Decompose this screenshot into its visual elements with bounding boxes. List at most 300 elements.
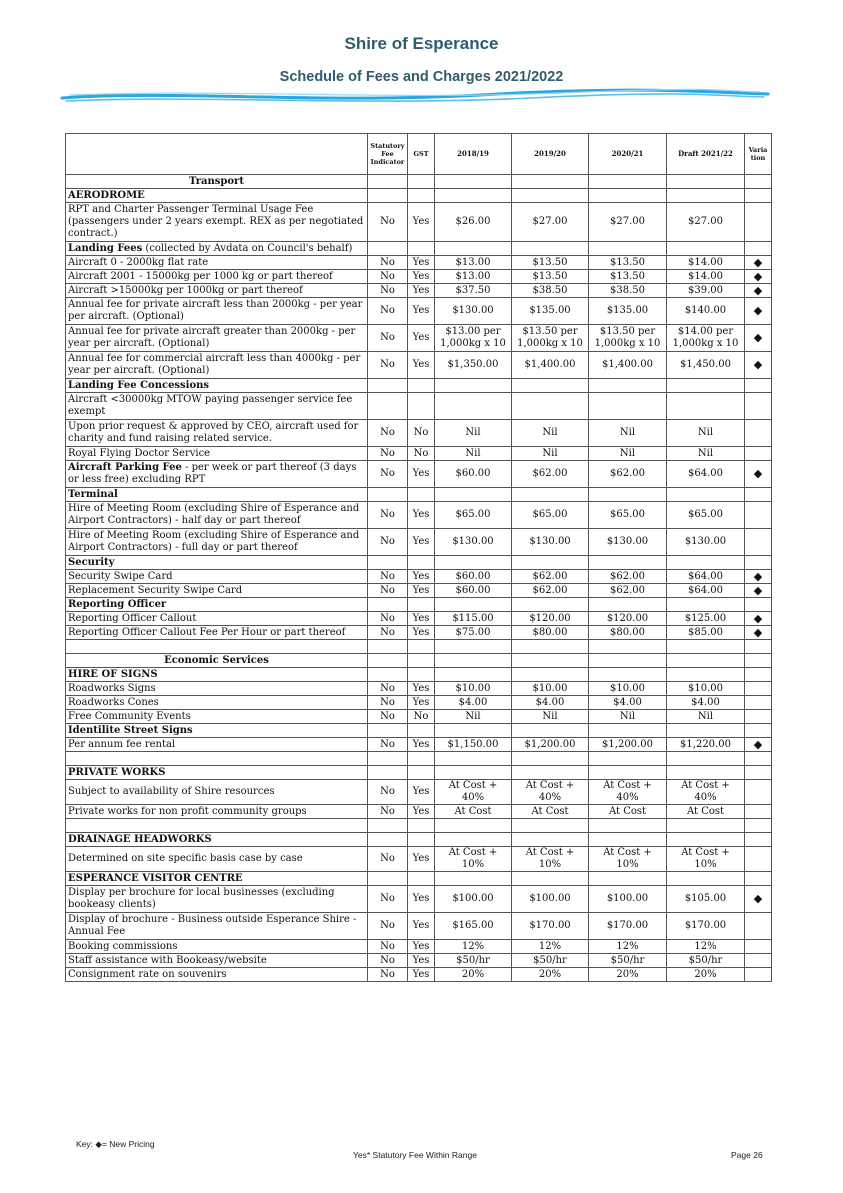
- cell-draft-2021-22: $64.00: [667, 570, 745, 584]
- cell-2018-19: Nil: [435, 420, 512, 447]
- empty-cell: [512, 654, 589, 668]
- cell-statutory: No: [368, 886, 408, 913]
- cell-description: Aircraft 2001 - 15000kg per 1000 kg or part thereof: [66, 270, 368, 284]
- cell-2019-20: At Cost + 10%: [512, 847, 589, 872]
- empty-cell: [589, 819, 667, 833]
- empty-cell: [435, 819, 512, 833]
- empty-cell: [745, 668, 772, 682]
- empty-cell: [435, 175, 512, 189]
- cell-gst: Yes: [408, 612, 435, 626]
- empty-cell: [512, 872, 589, 886]
- empty-cell: [368, 640, 408, 654]
- cell-2020-21: $13.50: [589, 256, 667, 270]
- cell-statutory: No: [368, 502, 408, 529]
- empty-cell: [589, 189, 667, 203]
- empty-cell: [667, 488, 745, 502]
- table-row: [66, 847, 772, 872]
- cell-statutory: No: [368, 529, 408, 556]
- footer-statutory-note: Yes* Statutory Fee Within Range: [353, 1150, 477, 1160]
- empty-cell: [368, 833, 408, 847]
- table-row: [66, 203, 772, 242]
- table-row: [66, 298, 772, 325]
- cell-2020-21: $62.00: [589, 584, 667, 598]
- table-row: [66, 626, 772, 640]
- cell-variation: [745, 847, 772, 872]
- cell-2020-21: $13.50: [589, 270, 667, 284]
- cell-description: Display per brochure for local businesses (excluding bookeasy clients): [66, 886, 368, 913]
- subheading-row: [66, 766, 772, 780]
- cell-2020-21: $1,200.00: [589, 738, 667, 752]
- cell-2018-19: $115.00: [435, 612, 512, 626]
- empty-cell: [589, 724, 667, 738]
- empty-cell: [435, 724, 512, 738]
- empty-cell: [368, 488, 408, 502]
- empty-cell: [435, 640, 512, 654]
- cell-2020-21: $130.00: [589, 529, 667, 556]
- cell-2020-21: $38.50: [589, 284, 667, 298]
- cell-variation: ◆: [745, 584, 772, 598]
- subheading: ESPERANCE VISITOR CENTRE: [66, 872, 368, 886]
- subheading-row: [66, 242, 772, 256]
- empty-cell: [745, 488, 772, 502]
- cell-statutory: No: [368, 203, 408, 242]
- table-row: [66, 886, 772, 913]
- cell-draft-2021-22: $130.00: [667, 529, 745, 556]
- cell-statutory: No: [368, 256, 408, 270]
- cell-2019-20: $13.50 per 1,000kg x 10: [512, 325, 589, 352]
- empty-cell: [745, 872, 772, 886]
- cell-statutory: No: [368, 780, 408, 805]
- cell-draft-2021-22: $50/hr: [667, 954, 745, 968]
- cell-2018-19: 20%: [435, 968, 512, 982]
- subheading: Landing Fee Concessions: [66, 379, 368, 393]
- table-row: [66, 780, 772, 805]
- subheading-label: Landing Fees: [68, 242, 143, 254]
- cell-variation: [745, 420, 772, 447]
- table-row: [66, 968, 772, 982]
- cell-2020-21: $50/hr: [589, 954, 667, 968]
- cell-2019-20: $50/hr: [512, 954, 589, 968]
- table-row: [66, 913, 772, 940]
- cell-draft-2021-22: Nil: [667, 710, 745, 724]
- table-row: [66, 682, 772, 696]
- cell-variation: ◆: [745, 298, 772, 325]
- cell-gst: Yes: [408, 847, 435, 872]
- empty-cell: [368, 242, 408, 256]
- empty-cell: [667, 872, 745, 886]
- table-row: [66, 447, 772, 461]
- subheading: Reporting Officer: [66, 598, 368, 612]
- cell-variation: [745, 710, 772, 724]
- empty-cell: [512, 242, 589, 256]
- cell-description: Annual fee for private aircraft greater than 2000kg - per year per aircraft. (Optional): [66, 325, 368, 352]
- cell-description: Hire of Meeting Room (excluding Shire of Esperance and Airport Contractors) - half day or part thereof: [66, 502, 368, 529]
- empty-cell: [368, 598, 408, 612]
- cell-variation: ◆: [745, 612, 772, 626]
- empty-cell: [745, 654, 772, 668]
- empty-cell: [368, 654, 408, 668]
- empty-cell: [589, 640, 667, 654]
- cell-draft-2021-22: 20%: [667, 968, 745, 982]
- cell-draft-2021-22: $64.00: [667, 461, 745, 488]
- cell-variation: ◆: [745, 284, 772, 298]
- cell-2018-19: At Cost: [435, 805, 512, 819]
- cell-statutory: No: [368, 710, 408, 724]
- subheading: HIRE OF SIGNS: [66, 668, 368, 682]
- empty-cell: [745, 766, 772, 780]
- col-header-2020-21: 2020/21: [589, 134, 667, 175]
- cell-gst: Yes: [408, 502, 435, 529]
- cell-draft-2021-22: At Cost: [667, 805, 745, 819]
- col-header-draft-2021-22: Draft 2021/22: [667, 134, 745, 175]
- cell-draft-2021-22: At Cost + 40%: [667, 780, 745, 805]
- cell-variation: [745, 954, 772, 968]
- empty-cell: [589, 766, 667, 780]
- cell-statutory: No: [368, 940, 408, 954]
- empty-cell: [408, 819, 435, 833]
- cell-statutory: No: [368, 284, 408, 298]
- empty-cell: [745, 724, 772, 738]
- cell-2020-21: $80.00: [589, 626, 667, 640]
- cell-variation: [745, 393, 772, 420]
- empty-cell: [512, 175, 589, 189]
- cell-2020-21: $100.00: [589, 886, 667, 913]
- section-row: [66, 654, 772, 668]
- subheading-row: [66, 556, 772, 570]
- empty-cell: [368, 175, 408, 189]
- subheading-note: (collected by Avdata on Council's behalf): [142, 242, 353, 254]
- cell-draft-2021-22: $1,220.00: [667, 738, 745, 752]
- subheading: AERODROME: [66, 189, 368, 203]
- empty-cell: [589, 833, 667, 847]
- subheading-row: [66, 598, 772, 612]
- cell-description: Consignment rate on souvenirs: [66, 968, 368, 982]
- cell-variation: ◆: [745, 270, 772, 284]
- cell-statutory: No: [368, 805, 408, 819]
- cell-2019-20: $1,400.00: [512, 352, 589, 379]
- cell-2020-21: $27.00: [589, 203, 667, 242]
- cell-2020-21: $120.00: [589, 612, 667, 626]
- cell-variation: [745, 968, 772, 982]
- cell-variation: ◆: [745, 626, 772, 640]
- col-header-2018-19: 2018/19: [435, 134, 512, 175]
- empty-cell: [512, 766, 589, 780]
- cell-variation: [745, 203, 772, 242]
- empty-cell: [589, 556, 667, 570]
- cell-2018-19: $1,350.00: [435, 352, 512, 379]
- cell-2020-21: 12%: [589, 940, 667, 954]
- cell-draft-2021-22: $125.00: [667, 612, 745, 626]
- cell-2018-19: $4.00: [435, 696, 512, 710]
- empty-cell: [667, 556, 745, 570]
- empty-cell: [745, 752, 772, 766]
- table-row: [66, 612, 772, 626]
- empty-cell: [667, 819, 745, 833]
- cell-2019-20: 20%: [512, 968, 589, 982]
- cell-2018-19: Nil: [435, 710, 512, 724]
- cell-variation: ◆: [745, 352, 772, 379]
- subheading-row: [66, 668, 772, 682]
- empty-cell: [408, 872, 435, 886]
- cell-draft-2021-22: $14.00 per 1,000kg x 10: [667, 325, 745, 352]
- empty-cell: [435, 488, 512, 502]
- empty-cell: [368, 872, 408, 886]
- empty-cell: [589, 175, 667, 189]
- cell-2019-20: Nil: [512, 710, 589, 724]
- empty-cell: [745, 379, 772, 393]
- cell-2020-21: Nil: [589, 710, 667, 724]
- cell-2019-20: $135.00: [512, 298, 589, 325]
- empty-cell: [667, 654, 745, 668]
- cell-2018-19: $1,150.00: [435, 738, 512, 752]
- empty-cell: [512, 819, 589, 833]
- cell-statutory: No: [368, 696, 408, 710]
- cell-2018-19: $75.00: [435, 626, 512, 640]
- empty-cell: [589, 488, 667, 502]
- cell-2018-19: $13.00: [435, 256, 512, 270]
- section-title: Transport: [66, 175, 368, 189]
- cell-2019-20: $13.50: [512, 270, 589, 284]
- cell-statutory: No: [368, 570, 408, 584]
- empty-cell: [368, 189, 408, 203]
- cell-statutory: No: [368, 298, 408, 325]
- empty-cell: [667, 668, 745, 682]
- empty-cell: [745, 242, 772, 256]
- empty-cell: [667, 724, 745, 738]
- cell-gst: Yes: [408, 352, 435, 379]
- subheading: Security: [66, 556, 368, 570]
- col-header-variation: Varia tion: [745, 134, 772, 175]
- cell-description: Booking commissions: [66, 940, 368, 954]
- empty-cell: [408, 488, 435, 502]
- empty-cell: [589, 668, 667, 682]
- table-row: [66, 420, 772, 447]
- cell-2018-19: $60.00: [435, 461, 512, 488]
- cell-draft-2021-22: [667, 393, 745, 420]
- cell-gst: No: [408, 710, 435, 724]
- cell-description: Reporting Officer Callout: [66, 612, 368, 626]
- cell-description: Aircraft <30000kg MTOW paying passenger service fee exempt: [66, 393, 368, 420]
- cell-variation: ◆: [745, 738, 772, 752]
- empty-cell: [745, 175, 772, 189]
- cell-variation: ◆: [745, 461, 772, 488]
- cell-description: Upon prior request & approved by CEO, aircraft used for charity and fund raising related service.: [66, 420, 368, 447]
- cell-2018-19: $130.00: [435, 298, 512, 325]
- empty-cell: [512, 724, 589, 738]
- cell-2019-20: At Cost: [512, 805, 589, 819]
- cell-draft-2021-22: At Cost + 10%: [667, 847, 745, 872]
- cell-statutory: No: [368, 447, 408, 461]
- empty-cell: [512, 488, 589, 502]
- spacer-row: [66, 819, 772, 833]
- empty-cell: [745, 598, 772, 612]
- subheading-row: [66, 189, 772, 203]
- cell-gst: Yes: [408, 461, 435, 488]
- cell-2020-21: $1,400.00: [589, 352, 667, 379]
- cell-2020-21: Nil: [589, 447, 667, 461]
- empty-cell: [512, 640, 589, 654]
- empty-cell: [667, 833, 745, 847]
- subheading: Terminal: [66, 488, 368, 502]
- cell-statutory: No: [368, 738, 408, 752]
- subheading-row: [66, 724, 772, 738]
- cell-variation: [745, 529, 772, 556]
- cell-2018-19: $165.00: [435, 913, 512, 940]
- cell-2020-21: $10.00: [589, 682, 667, 696]
- cell-description: Aircraft >15000kg per 1000kg or part thereof: [66, 284, 368, 298]
- cell-gst: Yes: [408, 270, 435, 284]
- cell-2019-20: [512, 393, 589, 420]
- cell-variation: [745, 447, 772, 461]
- document-title: Shire of Esperance: [344, 34, 499, 53]
- subheading: DRAINAGE HEADWORKS: [66, 833, 368, 847]
- empty-cell: [667, 242, 745, 256]
- cell-2018-19: $37.50: [435, 284, 512, 298]
- cell-description: RPT and Charter Passenger Terminal Usage Fee (passengers under 2 years exempt. REX as per negotiated contract.): [66, 203, 368, 242]
- cell-gst: Yes: [408, 256, 435, 270]
- cell-2019-20: $130.00: [512, 529, 589, 556]
- empty-cell: [589, 379, 667, 393]
- table-row: [66, 954, 772, 968]
- cell-description: Annual fee for commercial aircraft less than 4000kg - per year per aircraft. (Optional): [66, 352, 368, 379]
- empty-cell: [66, 752, 368, 766]
- subheading-row: [66, 872, 772, 886]
- cell-2019-20: $62.00: [512, 461, 589, 488]
- empty-cell: [408, 668, 435, 682]
- cell-description: Per annum fee rental: [66, 738, 368, 752]
- cell-statutory: No: [368, 420, 408, 447]
- empty-cell: [408, 175, 435, 189]
- empty-cell: [512, 189, 589, 203]
- empty-cell: [589, 752, 667, 766]
- table-row: [66, 584, 772, 598]
- empty-cell: [667, 379, 745, 393]
- cell-description: Roadworks Signs: [66, 682, 368, 696]
- spacer-row: [66, 752, 772, 766]
- table-header-row: [66, 134, 772, 175]
- cell-statutory: No: [368, 626, 408, 640]
- cell-draft-2021-22: Nil: [667, 447, 745, 461]
- cell-2019-20: $120.00: [512, 612, 589, 626]
- cell-description: Royal Flying Doctor Service: [66, 447, 368, 461]
- cell-statutory: No: [368, 913, 408, 940]
- cell-draft-2021-22: Nil: [667, 420, 745, 447]
- cell-draft-2021-22: $85.00: [667, 626, 745, 640]
- table-row: [66, 805, 772, 819]
- cell-2020-21: $62.00: [589, 461, 667, 488]
- cell-gst: Yes: [408, 682, 435, 696]
- cell-variation: ◆: [745, 256, 772, 270]
- cell-gst: Yes: [408, 203, 435, 242]
- cell-gst: Yes: [408, 570, 435, 584]
- cell-gst: Yes: [408, 325, 435, 352]
- subheading: Identilite Street Signs: [66, 724, 368, 738]
- empty-cell: [589, 872, 667, 886]
- empty-cell: [368, 556, 408, 570]
- cell-statutory: No: [368, 954, 408, 968]
- cell-2019-20: $65.00: [512, 502, 589, 529]
- cell-2018-19: $100.00: [435, 886, 512, 913]
- cell-draft-2021-22: 12%: [667, 940, 745, 954]
- empty-cell: [512, 598, 589, 612]
- table-row: [66, 270, 772, 284]
- document-subtitle: Schedule of Fees and Charges 2021/2022: [279, 69, 564, 85]
- cell-gst: Yes: [408, 954, 435, 968]
- cell-2019-20: $4.00: [512, 696, 589, 710]
- cell-2018-19: $60.00: [435, 570, 512, 584]
- empty-cell: [408, 766, 435, 780]
- cell-statutory: No: [368, 270, 408, 284]
- cell-2018-19: At Cost + 40%: [435, 780, 512, 805]
- cell-draft-2021-22: $64.00: [667, 584, 745, 598]
- cell-statutory: No: [368, 325, 408, 352]
- empty-cell: [435, 189, 512, 203]
- table-row: [66, 940, 772, 954]
- cell-2020-21: $62.00: [589, 570, 667, 584]
- col-header-2019-20: 2019/20: [512, 134, 589, 175]
- cell-statutory: [368, 393, 408, 420]
- empty-cell: [408, 379, 435, 393]
- cell-description: Hire of Meeting Room (excluding Shire of Esperance and Airport Contractors) - full day or part thereof: [66, 529, 368, 556]
- cell-statutory: No: [368, 352, 408, 379]
- cell-2020-21: $135.00: [589, 298, 667, 325]
- spacer-row: [66, 640, 772, 654]
- cell-2018-19: Nil: [435, 447, 512, 461]
- empty-cell: [435, 379, 512, 393]
- table-row: [66, 256, 772, 270]
- header-swoosh-decoration: [60, 86, 772, 108]
- cell-2020-21: 20%: [589, 968, 667, 982]
- cell-2018-19: 12%: [435, 940, 512, 954]
- empty-cell: [435, 668, 512, 682]
- cell-gst: No: [408, 420, 435, 447]
- cell-variation: ◆: [745, 570, 772, 584]
- table-row: [66, 325, 772, 352]
- empty-cell: [667, 175, 745, 189]
- cell-gst: Yes: [408, 626, 435, 640]
- cell-variation: ◆: [745, 325, 772, 352]
- cell-2019-20: At Cost + 40%: [512, 780, 589, 805]
- cell-draft-2021-22: $140.00: [667, 298, 745, 325]
- cell-2019-20: $170.00: [512, 913, 589, 940]
- fee-name-bold: Aircraft Parking Fee: [68, 462, 182, 473]
- cell-statutory: No: [368, 584, 408, 598]
- empty-cell: [745, 189, 772, 203]
- empty-cell: [368, 379, 408, 393]
- empty-cell: [408, 242, 435, 256]
- cell-gst: Yes: [408, 886, 435, 913]
- cell-gst: Yes: [408, 738, 435, 752]
- cell-description: Private works for non profit community groups: [66, 805, 368, 819]
- cell-2019-20: $100.00: [512, 886, 589, 913]
- cell-draft-2021-22: $27.00: [667, 203, 745, 242]
- cell-2018-19: $60.00: [435, 584, 512, 598]
- cell-2019-20: $13.50: [512, 256, 589, 270]
- footer-key: Key: ◆= New Pricing: [76, 1139, 155, 1149]
- table-row: [66, 710, 772, 724]
- empty-cell: [435, 766, 512, 780]
- table-row: [66, 529, 772, 556]
- table-body: [66, 175, 772, 982]
- cell-2019-20: 12%: [512, 940, 589, 954]
- cell-variation: [745, 502, 772, 529]
- cell-statutory: No: [368, 847, 408, 872]
- cell-2018-19: $10.00: [435, 682, 512, 696]
- empty-cell: [435, 654, 512, 668]
- cell-description: Aircraft 0 - 2000kg flat rate: [66, 256, 368, 270]
- subheading-row: [66, 488, 772, 502]
- cell-2018-19: [435, 393, 512, 420]
